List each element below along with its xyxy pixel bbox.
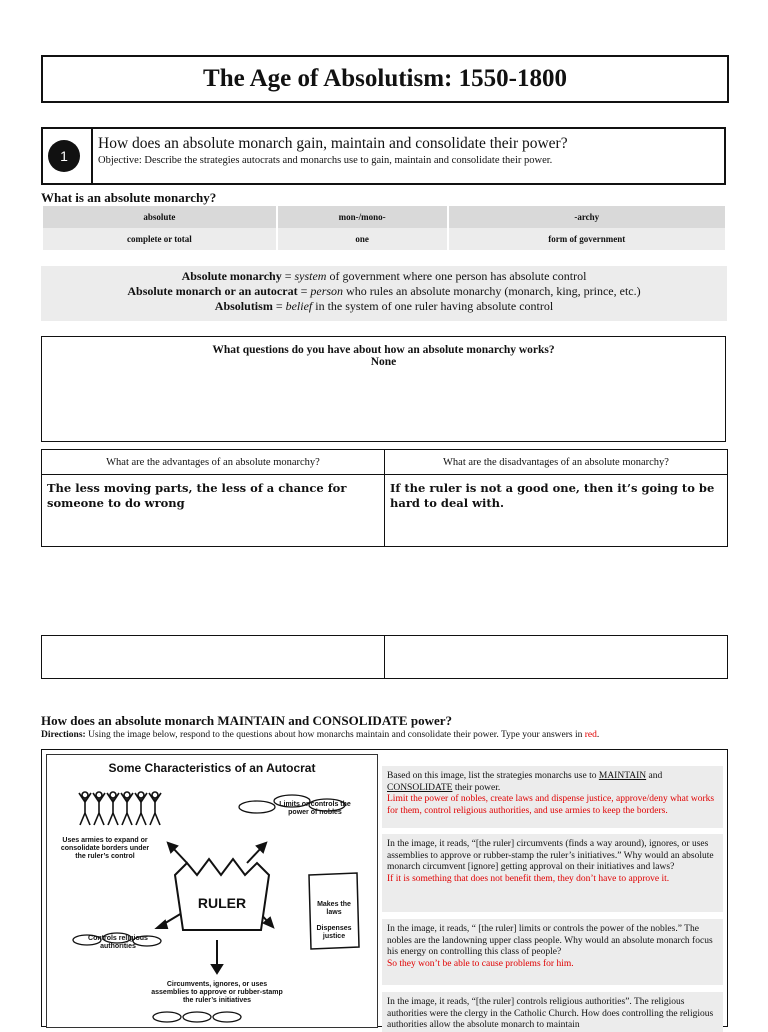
definition-text: in the system of one ruler having absolute control: [312, 299, 554, 313]
lesson-objective: Objective: Describe the strategies autocrats and monarchs use to gain, maintain and consolidate their power.: [98, 155, 553, 166]
definition-key: system: [294, 269, 327, 283]
ruler-label: RULER: [197, 895, 247, 911]
directions: [41, 730, 599, 740]
qa-answer[interactable]: Limit the power of nobles, create laws and dispense justice, approve/deny what works for them, control religious authorities, and use armies to keep the borders.: [387, 794, 715, 816]
definition-text: who rules an absolute monarchy (monarch, king, prince, etc.): [343, 284, 641, 298]
caption-nobles: Limits or controls the power of nobles: [279, 801, 351, 816]
qa-underlined: CONSOLIDATE: [387, 782, 453, 793]
qa-underlined: MAINTAIN: [598, 771, 647, 781]
etym-cell: absolute: [43, 206, 276, 228]
directions-label: Directions:: [41, 730, 86, 740]
empty-cell-right[interactable]: [385, 636, 727, 678]
directions-red-word: red: [584, 730, 597, 740]
lesson-number-cell: [43, 129, 93, 183]
qa-block-3: [382, 919, 723, 985]
advantages-column: [42, 450, 385, 546]
etym-cell: one: [278, 228, 447, 250]
qa-question: In the image, it reads, “ [the ruler] limits or controls the power of the nobles.” The nobles are the landowning upper class people. Why would an absolute monarch focus his energy on controlling this class of people?: [387, 924, 713, 957]
definition-term: Absolute monarch or an autocrat: [127, 284, 298, 298]
qa-question: their power.: [452, 782, 501, 793]
etymology-table: [41, 206, 727, 250]
advantages-header: What are the advantages of an absolute monarchy?: [42, 450, 384, 475]
equals: =: [272, 299, 286, 313]
qa-question: and: [646, 771, 663, 781]
etym-cell: mon-/mono-: [278, 206, 447, 228]
definition-line: [41, 269, 727, 284]
qa-block-2: [382, 834, 723, 912]
lesson-question: How does an absolute monarch gain, maintain and consolidate their power?: [98, 135, 568, 152]
figure-title: Some Characteristics of an Autocrat: [108, 761, 316, 775]
page-title: The Age of Absolutism: 1550-1800: [41, 55, 729, 103]
caption-assemblies: Circumvents, ignores, or uses assemblies to approve or rubber-stamp the ruler’s initiatives: [151, 981, 283, 1004]
etymology-row-roots: [43, 206, 725, 228]
definition-line: [41, 284, 727, 299]
advantages-table: [41, 449, 728, 547]
section-heading-what-is: What is an absolute monarchy?: [41, 190, 217, 205]
questions-answer[interactable]: None: [370, 356, 397, 368]
autocrat-figure: [46, 754, 378, 1028]
empty-answer-table: [41, 635, 728, 679]
definition-term: Absolute monarchy: [181, 269, 282, 283]
qa-question: In the image, it reads, “[the ruler] circumvents (finds a way around), ignores, or uses assemblies to approve or rubber-stamp the ruler’s initiatives.” Why would an absolute monarch circumvent [ignore] getting approval on their initiatives and laws?: [387, 839, 714, 872]
etym-cell: form of government: [449, 228, 725, 250]
disadvantages-column: [385, 450, 727, 546]
definition-term: Absolutism: [214, 299, 273, 313]
equals: =: [281, 269, 295, 283]
definition-key: person: [310, 284, 344, 298]
caption-laws: Makes the laws: [317, 901, 351, 916]
definition-text: of government where one person has absolute control: [326, 269, 587, 283]
empty-cell-left[interactable]: [42, 636, 384, 678]
lesson-header: [41, 127, 726, 185]
qa-block-4: [382, 992, 723, 1032]
etym-cell: complete or total: [43, 228, 276, 250]
directions-text: Using the image below, respond to the questions about how monarchs maintain and consolidate their power. Type your answers in: [85, 730, 585, 740]
soldiers-icon: [79, 792, 161, 825]
caption-religion: Controls religious authorities: [88, 935, 148, 950]
directions-end: .: [596, 730, 600, 740]
qa-question: Based on this image, list the strategies monarchs use to: [387, 771, 599, 781]
etym-cell: -archy: [449, 206, 725, 228]
caption-justice: Dispenses justice: [316, 925, 352, 940]
disadvantages-answer[interactable]: If the ruler is not a good one, then it’s going to be hard to deal with.: [390, 481, 715, 510]
qa-question: In the image, it reads, “[the ruler] controls religious authorities”. The religious authorities were the clergy in the Catholic Church. How does controlling the religious authorities allow the absolute monarch to maintain: [387, 997, 714, 1030]
etymology-row-meanings: [43, 228, 725, 250]
questions-prompt: What questions do you have about how an absolute monarchy works?: [212, 344, 555, 356]
caption-armies: Uses armies to expand or consolidate borders under the ruler’s control: [60, 837, 150, 860]
image-section: [41, 749, 728, 1030]
section-heading-maintain: How does an absolute monarch MAINTAIN and CONSOLIDATE power?: [41, 713, 452, 728]
qa-block-1: [382, 766, 723, 828]
questions-box[interactable]: [41, 336, 726, 442]
definition-key: belief: [285, 299, 313, 313]
lesson-number-badge: 1: [48, 140, 80, 172]
qa-answer[interactable]: So they won’t be able to cause problems for him.: [387, 958, 574, 969]
definitions-box: [41, 266, 727, 321]
definition-line: [41, 299, 727, 314]
advantages-answer[interactable]: The less moving parts, the less of a chance for someone to do wrong: [47, 481, 347, 510]
equals: =: [297, 284, 311, 298]
disadvantages-header: What are the disadvantages of an absolute monarchy?: [385, 450, 727, 475]
qa-answer[interactable]: If it is something that does not benefit them, they don’t have to approve it.: [387, 873, 670, 884]
